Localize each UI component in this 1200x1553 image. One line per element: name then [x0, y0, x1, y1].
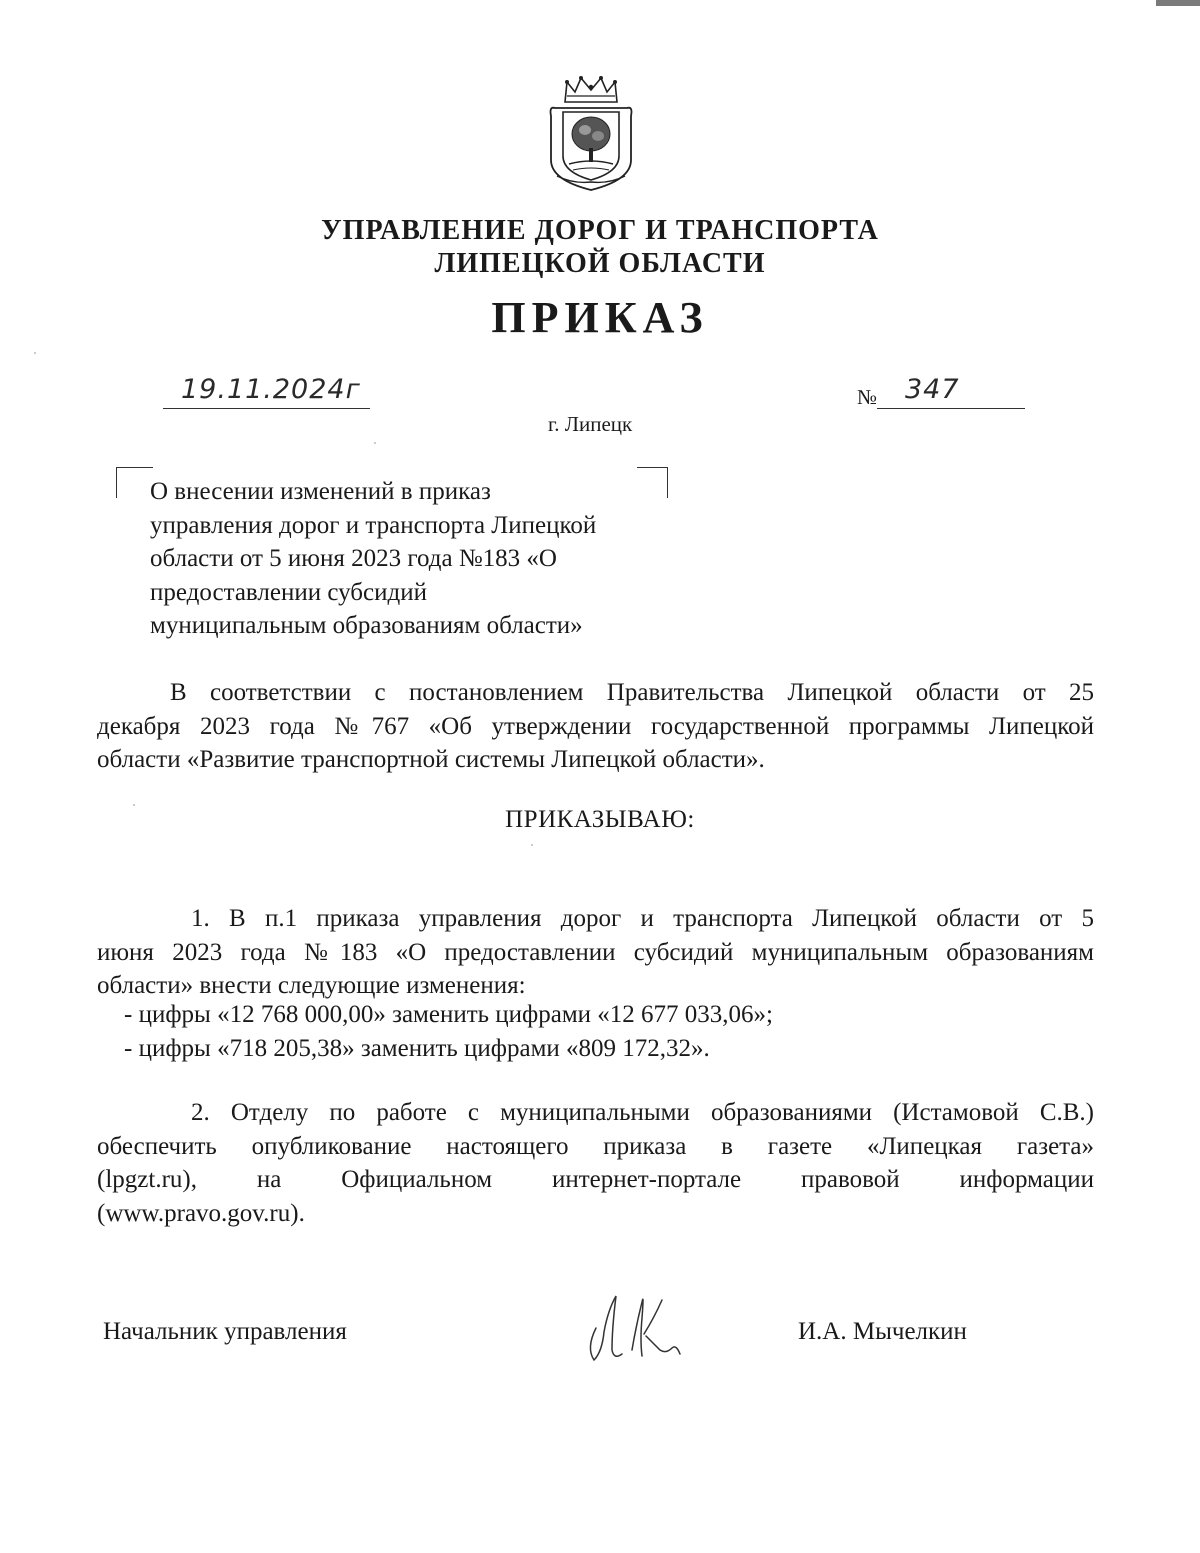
item-1-line: июня 2023 года №183 «О предоставлении субсидий муниципальным образованиям — [97, 938, 1094, 966]
preamble-line: области «Развитие транспортной системы Липецкой области». — [97, 746, 765, 773]
org-line-2: ЛИПЕЦКОЙ ОБЛАСТИ — [434, 248, 766, 279]
handwritten-number: 347 — [905, 374, 960, 405]
preamble-line: В соответствии с постановлением Правительства Липецкой области от 25 — [170, 679, 1094, 706]
bullet-item: - цифры «718 205,38» заменить цифрами «809 172,32». — [124, 1034, 710, 1062]
scan-speck — [133, 804, 135, 806]
item-1-paragraph — [97, 902, 1094, 1003]
coat-of-arms-emblem — [543, 72, 639, 194]
handwritten-signature — [582, 1288, 688, 1368]
preamble-paragraph — [97, 676, 1094, 777]
subject-block — [150, 475, 670, 643]
subject-line: области от 5 июня 2023 года №183 «О — [150, 545, 557, 572]
item-2-line: 2. Отделу по работе с муниципальными образованиями (Истамовой С.В.) — [191, 1099, 1094, 1126]
item-2-line: (www.pravo.gov.ru). — [97, 1199, 305, 1227]
subject-line: муниципальным образованиям области» — [150, 612, 583, 639]
item-1-line: 1. В п.1 приказа управления дорог и транспорта Липецкой области от 5 — [191, 905, 1094, 932]
item-1-line: области» внести следующие изменения: — [97, 972, 526, 999]
item-2-line: обеспечить опубликование настоящего приказа в газете «Липецкая газета» — [97, 1132, 1094, 1160]
subject-line: управления дорог и транспорта Липецкой — [150, 511, 597, 539]
scan-speck — [531, 844, 533, 846]
number-field — [877, 372, 1025, 409]
scan-corner-mark — [1156, 0, 1200, 6]
scan-speck — [374, 442, 376, 444]
date-field — [163, 372, 370, 409]
item-2-paragraph — [97, 1096, 1094, 1230]
preamble-line: декабря 2023 года №767 «Об утверждении государственной программы Липецкой — [97, 712, 1094, 740]
subject-line: О внесении изменений в приказ — [150, 478, 491, 505]
city-label: г. Липецк — [548, 412, 633, 436]
bullet-item: - цифры «12 768 000,00» заменить цифрами «12 677 033,06»; — [124, 1001, 773, 1028]
subject-bracket-left — [116, 467, 153, 498]
number-label: № — [857, 385, 878, 409]
item-2-line: (lpgzt.ru), на Официальном интернет-портале правовой информации — [97, 1166, 1094, 1193]
org-line-1: УПРАВЛЕНИЕ ДОРОГ И ТРАНСПОРТА — [321, 215, 879, 246]
subject-line: предоставлении субсидий — [150, 578, 427, 606]
item-1-bullets — [124, 998, 773, 1065]
scan-speck — [34, 352, 36, 354]
organization-heading — [0, 214, 1200, 280]
handwritten-date: 19.11.2024г — [181, 374, 361, 405]
order-word: ПРИКАЗЫВАЮ: — [505, 806, 695, 833]
signatory-position: Начальник управления — [103, 1318, 347, 1345]
document-type-title: ПРИКАЗ — [491, 293, 709, 342]
signatory-name: И.А. Мычелкин — [798, 1318, 967, 1345]
